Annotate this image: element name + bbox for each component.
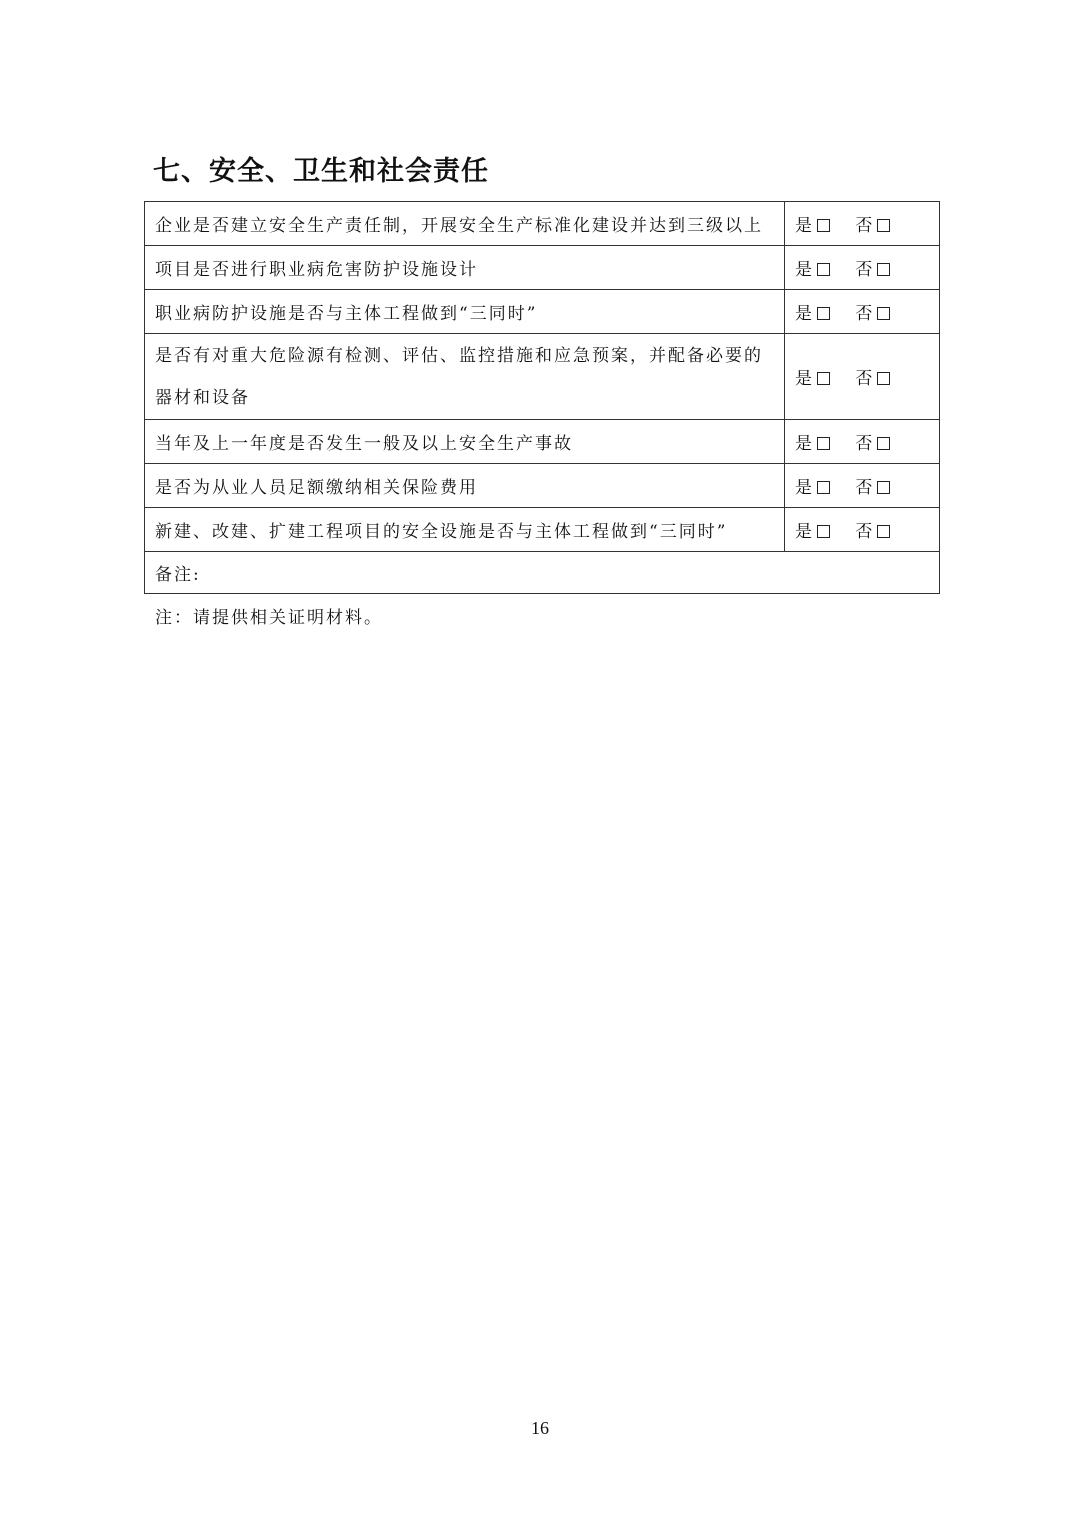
yes-option[interactable] (795, 473, 830, 498)
no-label: 否 (855, 304, 875, 324)
no-label: 否 (855, 522, 875, 542)
page-number: 16 (531, 1418, 549, 1438)
remark-label: 备注: (155, 565, 201, 585)
no-checkbox[interactable] (877, 525, 890, 538)
question-cell: 当年及上一年度是否发生一般及以上安全生产事故 (145, 420, 785, 464)
no-checkbox[interactable] (877, 481, 890, 494)
yes-label: 是 (795, 434, 814, 454)
answer-cell (785, 508, 940, 552)
yes-option[interactable] (795, 255, 830, 280)
question-cell: 是否有对重大危险源有检测、评估、监控措施和应急预案，并配备必要的器材和设备 (145, 334, 785, 420)
answer-cell (785, 246, 940, 290)
table-row (145, 464, 940, 508)
yes-checkbox[interactable] (817, 481, 830, 494)
answer-cell (785, 334, 940, 420)
no-checkbox[interactable] (877, 372, 890, 385)
yes-checkbox[interactable] (817, 372, 830, 385)
yes-checkbox[interactable] (817, 263, 830, 276)
no-option[interactable] (855, 211, 890, 236)
yes-option[interactable] (795, 517, 830, 542)
yes-option[interactable] (795, 299, 830, 324)
table-row (145, 420, 940, 464)
no-option[interactable] (855, 364, 890, 389)
question-cell: 职业病防护设施是否与主体工程做到“三同时” (145, 290, 785, 334)
no-label: 否 (855, 260, 875, 280)
no-label: 否 (855, 478, 875, 498)
no-checkbox[interactable] (877, 307, 890, 320)
answer-cell (785, 290, 940, 334)
yes-label: 是 (795, 260, 814, 280)
no-option[interactable] (855, 473, 890, 498)
question-cell: 是否为从业人员足额缴纳相关保险费用 (145, 464, 785, 508)
no-label: 否 (855, 434, 875, 454)
no-checkbox[interactable] (877, 263, 890, 276)
yes-option[interactable] (795, 211, 830, 236)
no-option[interactable] (855, 299, 890, 324)
section-title: 七、安全、卫生和社会责任 (153, 156, 489, 187)
answer-cell (785, 464, 940, 508)
remark-cell[interactable] (145, 552, 940, 594)
yes-label: 是 (795, 522, 814, 542)
yes-label: 是 (795, 304, 814, 324)
yes-checkbox[interactable] (817, 307, 830, 320)
question-cell: 新建、改建、扩建工程项目的安全设施是否与主体工程做到“三同时” (145, 508, 785, 552)
no-option[interactable] (855, 517, 890, 542)
yes-option[interactable] (795, 429, 830, 454)
remark-row (145, 552, 940, 594)
table-row (145, 202, 940, 246)
no-option[interactable] (855, 255, 890, 280)
yes-checkbox[interactable] (817, 525, 830, 538)
footnote: 注：请提供相关证明材料。 (155, 608, 383, 628)
yes-option[interactable] (795, 364, 830, 389)
question-cell: 项目是否进行职业病危害防护设施设计 (145, 246, 785, 290)
question-cell: 企业是否建立安全生产责任制，开展安全生产标准化建设并达到三级以上 (145, 202, 785, 246)
yes-label: 是 (795, 478, 814, 498)
safety-checklist-table (144, 201, 940, 594)
answer-cell (785, 420, 940, 464)
yes-checkbox[interactable] (817, 437, 830, 450)
answer-cell (785, 202, 940, 246)
no-option[interactable] (855, 429, 890, 454)
table-row (145, 508, 940, 552)
no-checkbox[interactable] (877, 219, 890, 232)
table-row (145, 334, 940, 420)
no-checkbox[interactable] (877, 437, 890, 450)
no-label: 否 (855, 369, 875, 389)
yes-label: 是 (795, 216, 814, 236)
no-label: 否 (855, 216, 875, 236)
yes-label: 是 (795, 369, 814, 389)
yes-checkbox[interactable] (817, 219, 830, 232)
table-row (145, 246, 940, 290)
table-row (145, 290, 940, 334)
